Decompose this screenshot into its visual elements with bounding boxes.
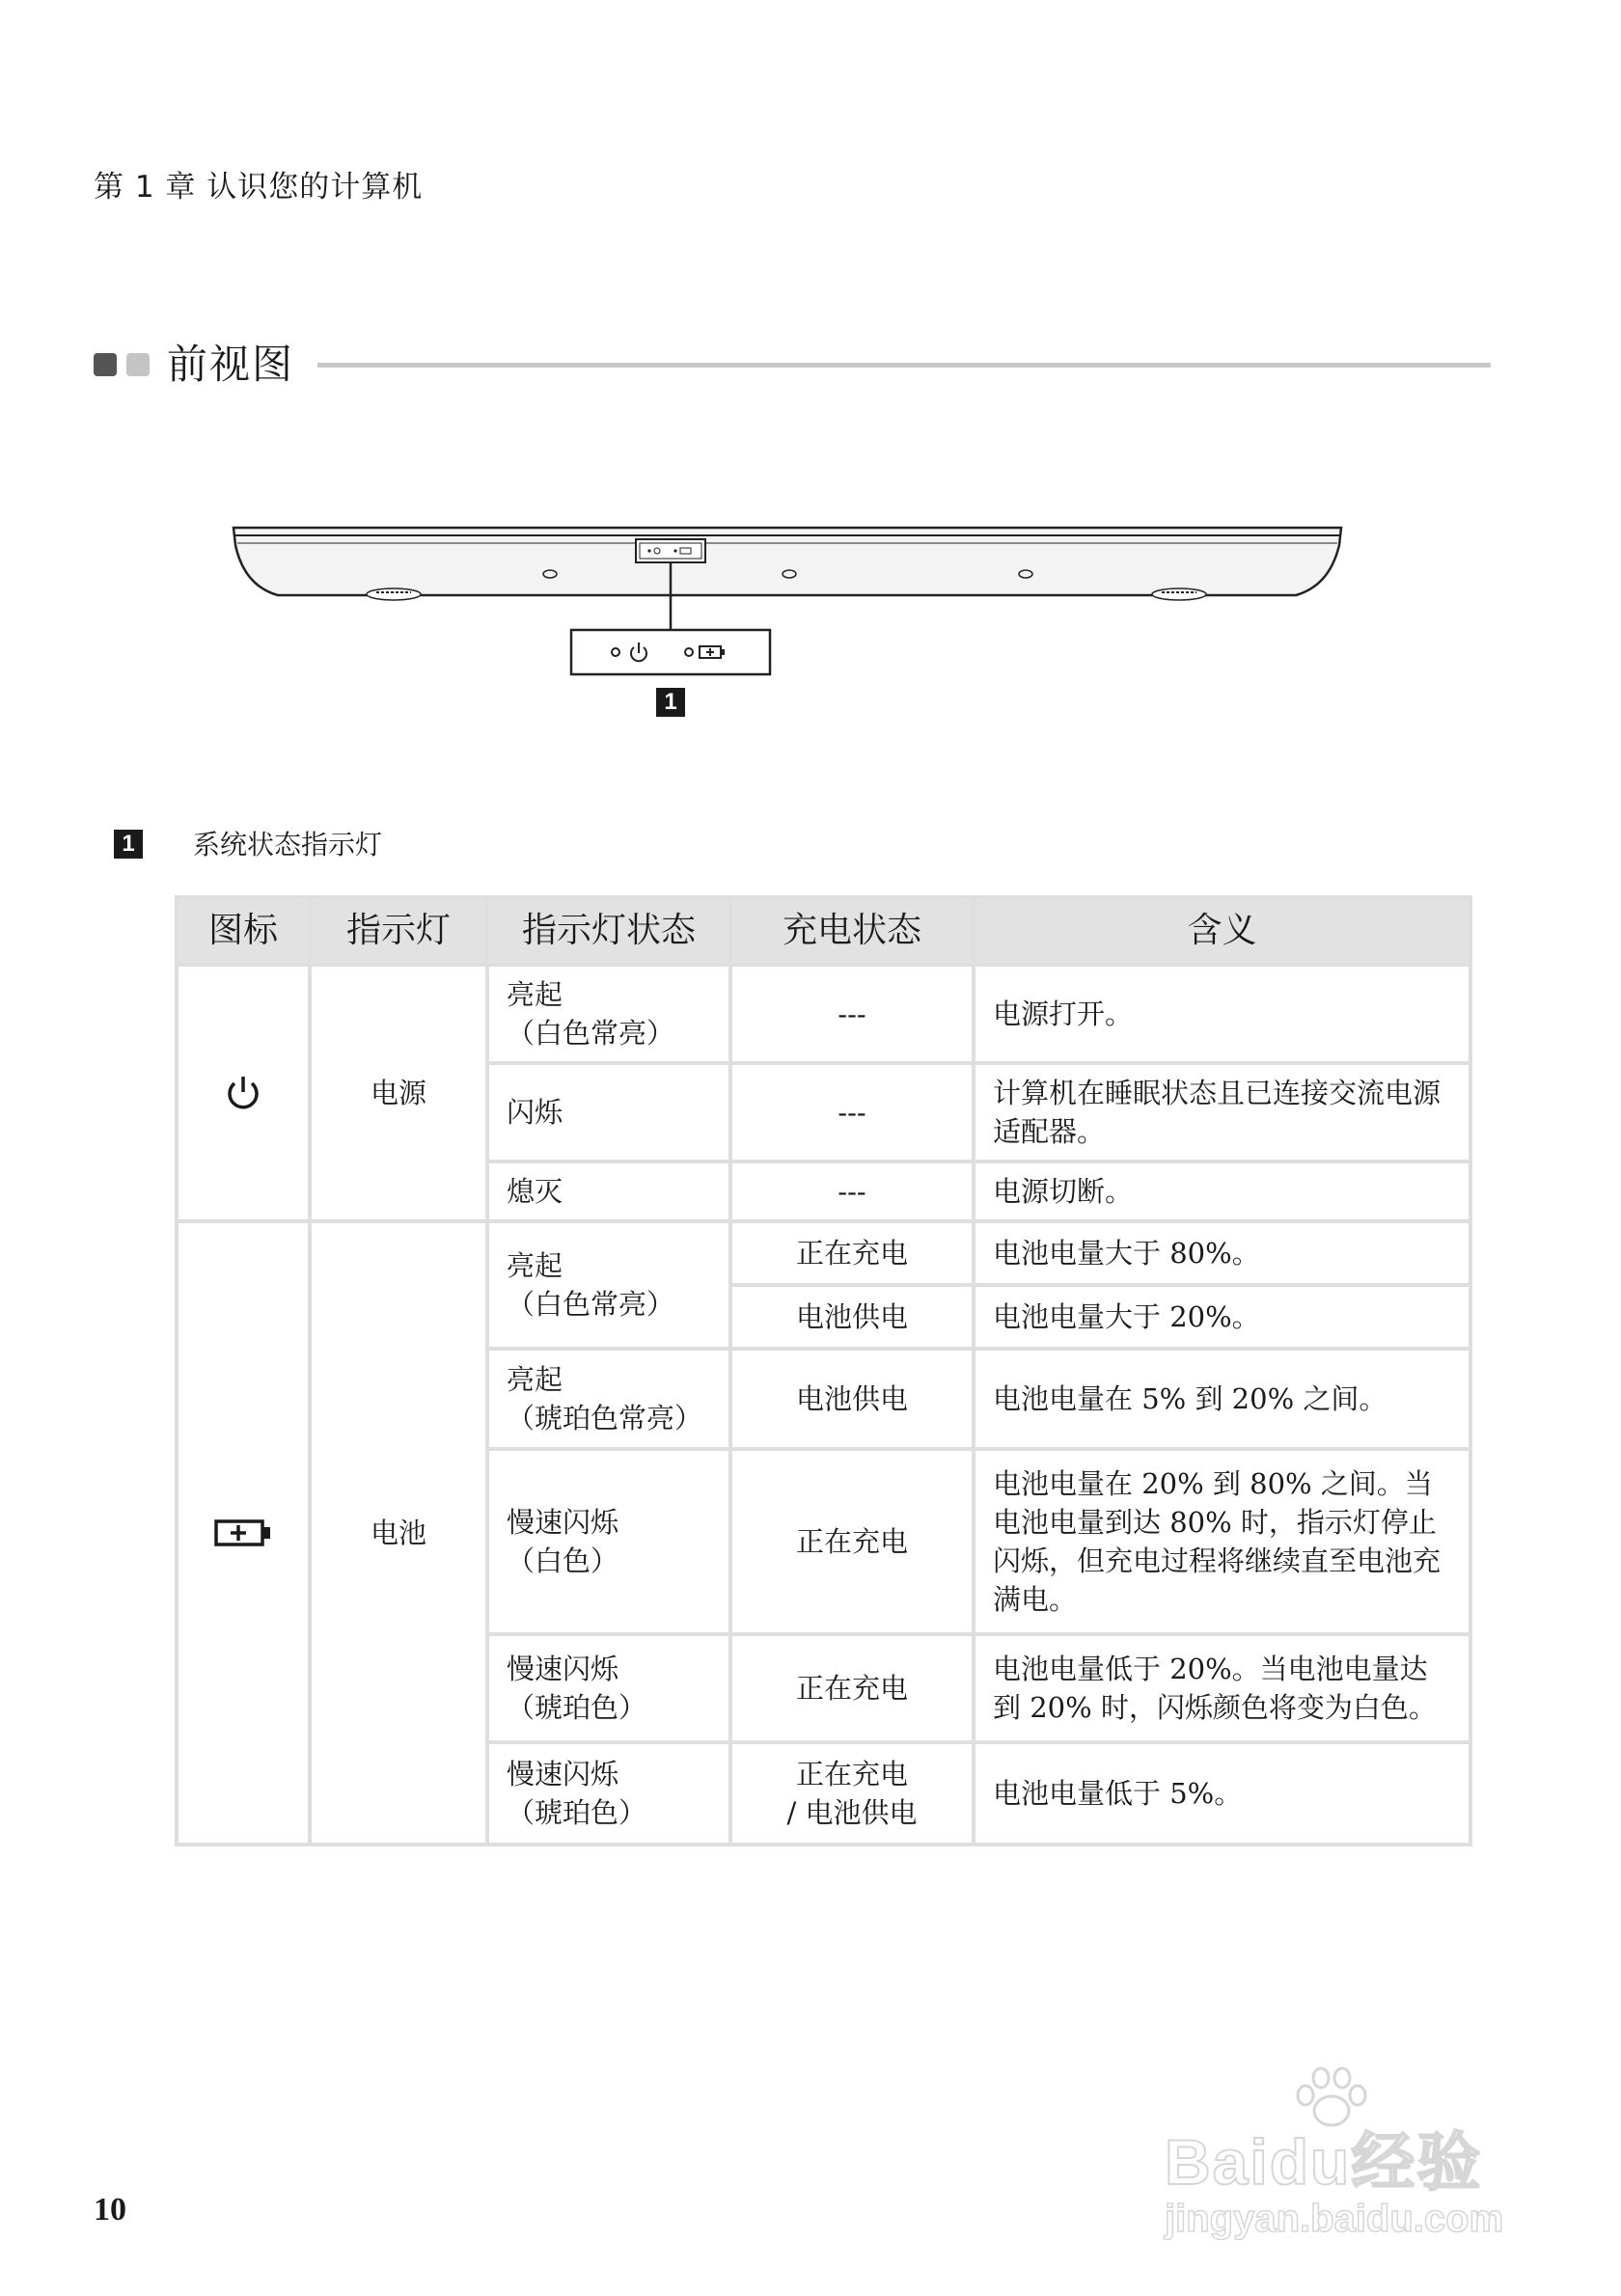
page-number: 10 [94, 2192, 126, 2228]
table-header-row [177, 897, 1470, 965]
battery-icon [213, 1517, 273, 1549]
state-cell [487, 1221, 730, 1349]
section-title: 前视图 [167, 341, 295, 388]
baidu-jingyan-watermark [1153, 2064, 1558, 2257]
state-line: （白色常亮） [507, 1288, 675, 1321]
state-line: 慢速闪烁 [507, 1653, 619, 1685]
header-icon: 图标 [177, 897, 310, 965]
meaning-cell: 电池电量低于 20%。当电池电量达到 20% 时，闪烁颜色将变为白色。 [974, 1634, 1470, 1742]
figure-callout-badge: 1 [656, 688, 685, 717]
meaning-cell: 电池电量在 20% 到 80% 之间。当电池电量到达 80% 时，指示灯停止闪烁，但充电过程将继续直至电池充满电。 [974, 1449, 1470, 1634]
callout-legend [114, 829, 383, 861]
state-line: （琥珀色） [507, 1796, 647, 1829]
laptop-front-illustration [230, 516, 1344, 724]
charge-cell: 正在充电 [730, 1634, 974, 1742]
state-line: 慢速闪烁 [507, 1758, 619, 1790]
meaning-cell: 电源切断。 [974, 1162, 1470, 1221]
state-line: 慢速闪烁 [507, 1506, 619, 1539]
legend-label: 系统状态指示灯 [193, 829, 383, 861]
header-charge-state: 充电状态 [730, 897, 974, 965]
state-line: 亮起 [507, 1363, 563, 1396]
header-indicator-state: 指示灯状态 [487, 897, 730, 965]
icon-cell [177, 1221, 310, 1845]
meaning-cell: 电池电量大于 20%。 [974, 1285, 1470, 1349]
charge-cell: 正在充电 [730, 1221, 974, 1285]
charge-cell: 电池供电 [730, 1285, 974, 1349]
state-line: 亮起 [507, 978, 563, 1011]
icon-cell [177, 965, 310, 1221]
state-cell [487, 965, 730, 1063]
indicator-cell: 电源 [310, 965, 487, 1221]
state-cell: 闪烁 [487, 1063, 730, 1162]
meaning-cell: 计算机在睡眠状态且已连接交流电源适配器。 [974, 1063, 1470, 1162]
section-rule [317, 363, 1491, 368]
meaning-cell: 电池电量大于 80%。 [974, 1221, 1470, 1285]
watermark-url: jingyan.baidu.com [1165, 2198, 1504, 2240]
state-cell [487, 1742, 730, 1845]
table-row [177, 965, 1470, 1063]
charge-line: / 电池供电 [786, 1796, 918, 1829]
state-line: 亮起 [507, 1249, 563, 1282]
table-row [177, 1221, 1470, 1285]
meaning-cell: 电池电量在 5% 到 20% 之间。 [974, 1349, 1470, 1449]
state-cell [487, 1449, 730, 1634]
charge-cell: 正在充电 [730, 1449, 974, 1634]
state-line: （琥珀色） [507, 1691, 647, 1724]
watermark-brand: Baidu经验 [1165, 2126, 1483, 2198]
charge-cell: --- [730, 1162, 974, 1221]
charge-cell: 电池供电 [730, 1349, 974, 1449]
header-indicator: 指示灯 [310, 897, 487, 965]
laptop-front-view-figure [230, 516, 1344, 724]
charge-cell [730, 1742, 974, 1845]
meaning-cell: 电源打开。 [974, 965, 1470, 1063]
state-cell: 熄灭 [487, 1162, 730, 1221]
indicator-cell: 电池 [310, 1221, 487, 1845]
meaning-cell: 电池电量低于 5%。 [974, 1742, 1470, 1845]
state-line: （白色常亮） [507, 1017, 675, 1050]
section-heading [94, 338, 1491, 392]
heading-bullet-light [126, 353, 150, 376]
indicator-status-table [175, 895, 1472, 1846]
charge-cell: --- [730, 965, 974, 1063]
heading-bullet-dark [94, 353, 117, 376]
charge-cell: --- [730, 1063, 974, 1162]
state-line: （白色） [507, 1544, 619, 1577]
power-icon [224, 1073, 262, 1113]
state-line: （琥珀色常亮） [507, 1402, 703, 1435]
legend-badge: 1 [114, 830, 143, 859]
header-meaning: 含义 [974, 897, 1470, 965]
state-cell [487, 1349, 730, 1449]
charge-line: 正在充电 [795, 1758, 908, 1790]
chapter-header: 第 1 章 认识您的计算机 [94, 170, 424, 205]
state-cell [487, 1634, 730, 1742]
